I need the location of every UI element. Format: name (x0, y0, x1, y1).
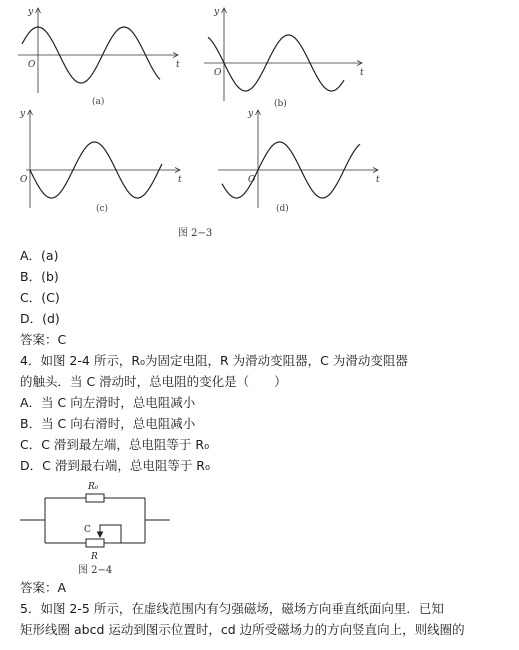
r0-resistor (86, 494, 104, 502)
r-label: R (91, 552, 98, 562)
r-rheostat (86, 539, 104, 547)
q4-option-b: B．当 C 向右滑时，总电阻减小 (20, 416, 196, 431)
q3-answer: 答案：C (20, 332, 67, 347)
q4-option-a: A．当 C 向左滑时，总电阻减小 (20, 395, 196, 410)
q3-option-b: B．(b) (20, 269, 59, 284)
r0-label: R₀ (88, 482, 99, 492)
origin-label: O (248, 175, 256, 185)
c-label: C (84, 525, 91, 535)
figure-2-3 (0, 0, 519, 250)
origin-label: O (214, 68, 222, 78)
waveform-panel-4 (218, 109, 380, 214)
q4-stem-line1: 4．如图 2-4 所示，R₀为固定电阻，R 为滑动变阻器，C 为滑动变阻器 (20, 353, 408, 368)
figure-2-3-caption: 图 2−3 (178, 228, 213, 239)
q5-line2: 矩形线圈 abcd 运动到图示位置时，cd 边所受磁场力的方向竖直向上，则线圈的 (20, 622, 465, 637)
q4-answer: 答案：A (20, 580, 67, 595)
figure-2-4-caption: 图 2−4 (78, 565, 113, 576)
q5-line1: 5．如图 2-5 所示，在虚线范围内有匀强磁场，磁场方向垂直纸面向里．已知 (20, 601, 444, 616)
q4-stem-line2: 的触头．当 C 滑动时，总电阻的变化是（ ） (20, 374, 287, 389)
waveform-panel-3 (19, 109, 182, 214)
panel-label: (a) (92, 97, 105, 107)
slider-arrow-icon (98, 532, 103, 537)
y-axis-label: y (20, 109, 26, 119)
origin-label: O (28, 60, 36, 70)
waveform-panel-2 (204, 7, 364, 109)
q4-option-d: D．C 滑到最右端，总电阻等于 R₀ (20, 458, 210, 473)
t-axis-label: t (360, 68, 364, 78)
t-axis-label: t (176, 60, 180, 70)
panel-label: (c) (96, 204, 109, 214)
q3-option-a: A．(a) (20, 248, 59, 263)
panel-label: (b) (274, 99, 287, 109)
q3-option-d: D．(d) (20, 311, 60, 326)
t-axis-label: t (376, 175, 380, 185)
y-axis-label: y (214, 7, 220, 17)
t-axis-label: t (178, 175, 182, 185)
panel-label: (d) (276, 204, 289, 214)
y-axis-label: y (248, 109, 254, 119)
q4-option-c: C．C 滑到最左端，总电阻等于 R₀ (20, 437, 210, 452)
y-axis-label: y (28, 7, 34, 17)
figure-2-4 (0, 478, 200, 576)
q3-option-c: C．(C) (20, 290, 60, 305)
waveform-panel-1 (18, 7, 180, 107)
origin-label: O (20, 175, 28, 185)
